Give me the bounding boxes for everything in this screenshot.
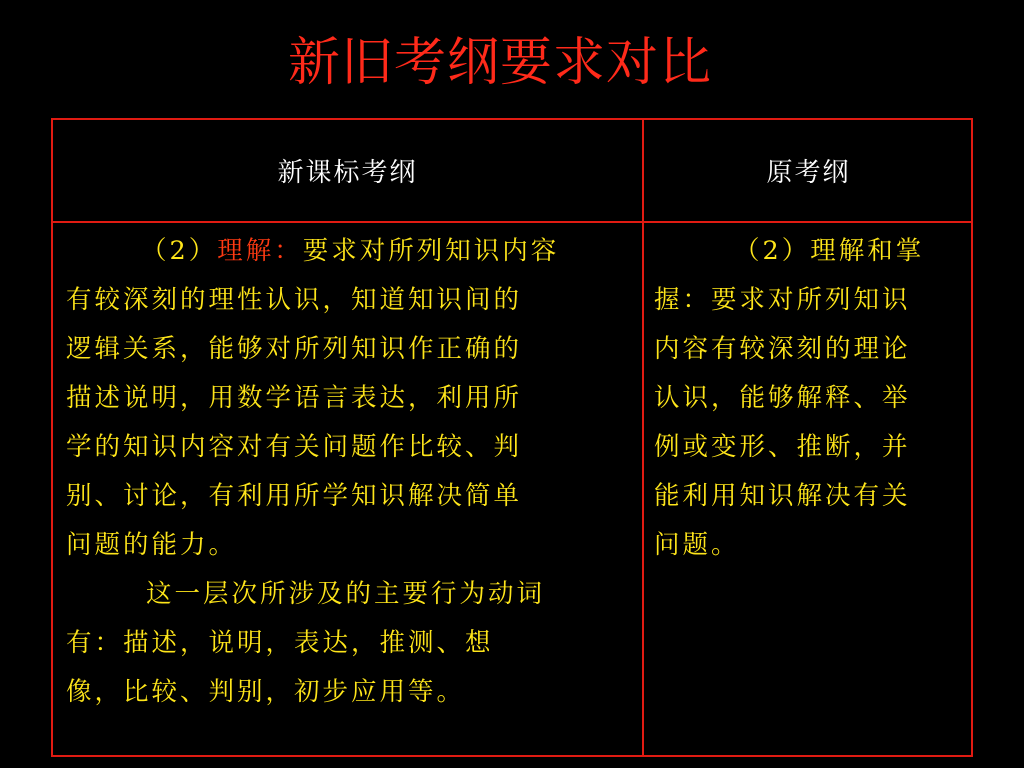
text-line: 有较深刻的理性认识，知道知识间的	[66, 285, 523, 315]
text-line: 认识，能够解释、举	[654, 383, 911, 413]
text-line: 问题的能力。	[66, 530, 238, 560]
old-syllabus-cell	[654, 223, 968, 570]
text-line: 问题。	[654, 530, 740, 560]
text-line: 握：要求对所列知识	[654, 285, 911, 315]
text-line: 学的知识内容对有关问题作比较、判	[66, 432, 523, 462]
text-line: 别、讨论，有利用所学知识解决简单	[66, 481, 523, 511]
text-line: 有：描述，说明，表达，推测、想	[66, 628, 494, 658]
page-title: 新旧考纲要求对比	[287, 33, 712, 93]
header-new-syllabus: 新课标考纲	[277, 158, 418, 188]
comparison-table	[51, 118, 973, 757]
text-line: 像，比较、判别，初步应用等。	[66, 677, 466, 707]
level-term-highlight: 理解：	[217, 236, 303, 266]
header-old-syllabus: 原考纲	[766, 158, 851, 188]
text-line: 要求对所列知识内容	[302, 236, 560, 266]
text-line: 能利用知识解决有关	[654, 481, 911, 511]
text-line: 例或变形、推断，并	[654, 432, 911, 462]
text-line: 逻辑关系，能够对所列知识作正确的	[66, 334, 523, 364]
text-line: （2）理解和掌	[734, 236, 925, 266]
new-para1-first-line	[66, 227, 636, 276]
text-line: 描述说明，用数学语言表达，利用所	[66, 383, 523, 413]
text-line: 这一层次所涉及的主要行为动词	[146, 579, 546, 609]
text-line: 内容有较深刻的理论	[654, 334, 911, 364]
level-prefix: （2）	[141, 236, 218, 266]
new-syllabus-cell	[66, 223, 636, 717]
